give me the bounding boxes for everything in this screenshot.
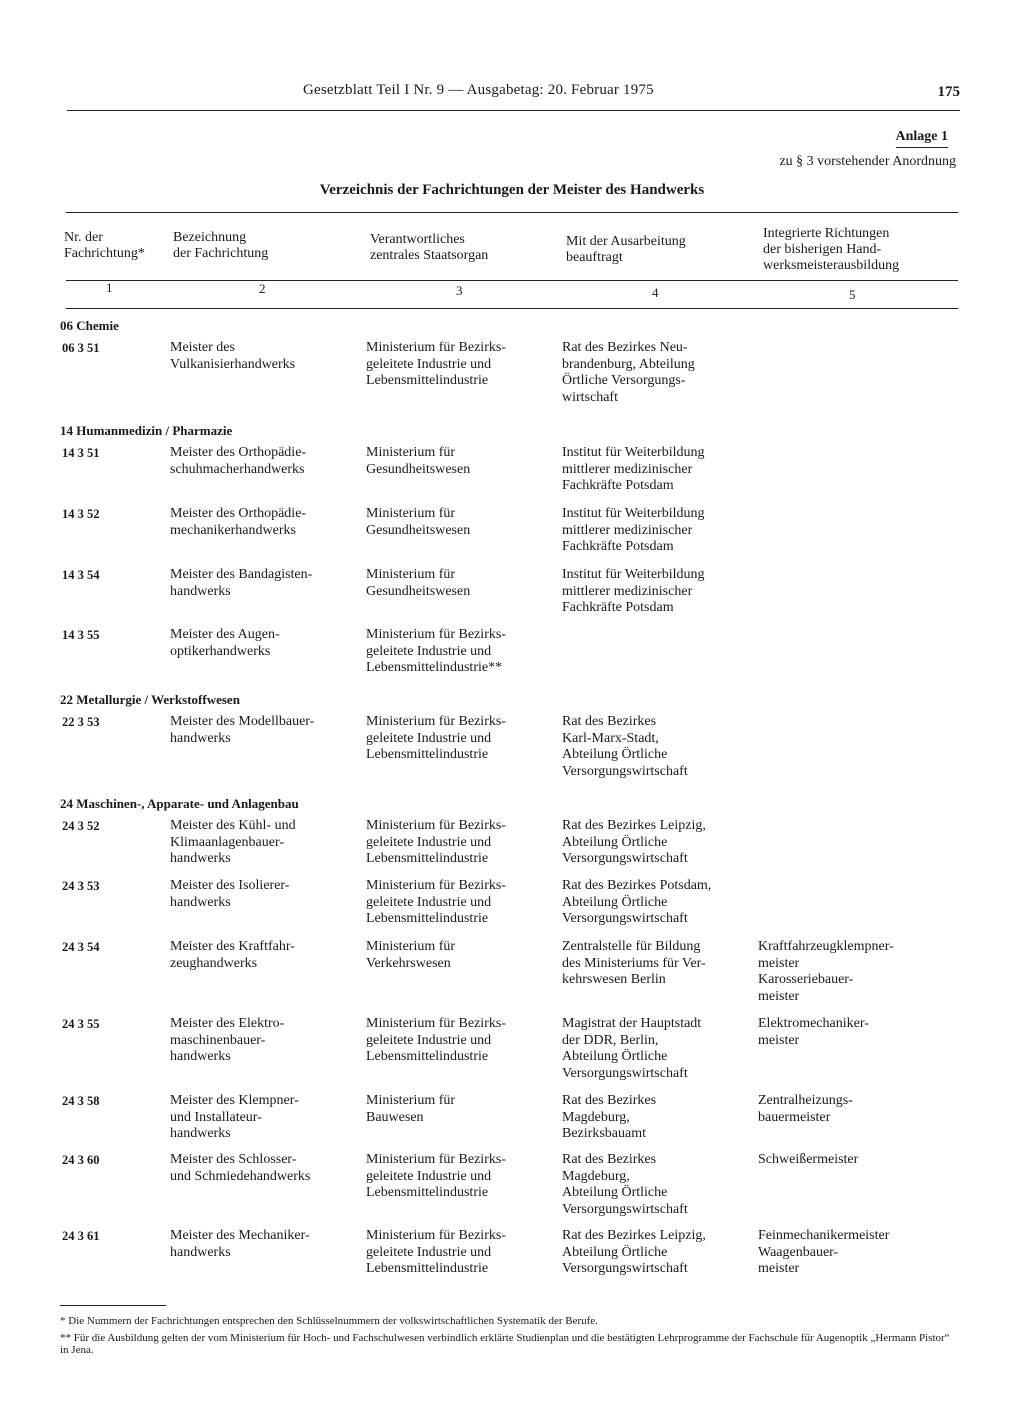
cell-nr: 22 3 53	[62, 715, 100, 729]
section-heading: 14 Humanmedizin / Pharmazie	[60, 423, 233, 438]
cell-nr: 14 3 55	[62, 628, 100, 642]
section-heading: 24 Maschinen-, Apparate- und Anlagenbau	[60, 796, 299, 811]
column-number-5: 5	[849, 287, 856, 302]
cell-staatsorgan: Ministerium für Bezirks- geleitete Industrie und Lebensmittelindustrie	[366, 1228, 506, 1277]
column-number-1: 1	[106, 280, 113, 295]
cell-beauftragt: Magistrat der Hauptstadt der DDR, Berlin, Abteilung Örtliche Versorgungswirtschaft	[562, 1016, 702, 1081]
cell-bezeichnung: Meister des Kühl- und Klimaanlagenbauer- handwerks	[170, 818, 296, 867]
cell-beauftragt: Rat des Bezirkes Potsdam, Abteilung Örtliche Versorgungswirtschaft	[562, 878, 712, 927]
anlage-reference: zu § 3 vorstehender Anordnung	[779, 154, 956, 169]
header-title: Gesetzblatt Teil I Nr. 9 — Ausgabetag: 20. Februar 1975	[303, 82, 654, 98]
cell-beauftragt: Rat des Bezirkes Magdeburg, Abteilung Örtliche Versorgungswirtschaft	[562, 1152, 688, 1217]
cell-bezeichnung: Meister des Klempner- und Installateur- handwerks	[170, 1093, 299, 1142]
cell-beauftragt: Zentralstelle für Bildung des Ministeriums für Ver- kehrswesen Berlin	[562, 939, 706, 988]
cell-bezeichnung: Meister des Vulkanisierhandwerks	[170, 340, 296, 372]
cell-staatsorgan: Ministerium für Gesundheitswesen	[366, 445, 471, 477]
cell-nr: 24 3 60	[62, 1153, 100, 1167]
cell-bezeichnung: Meister des Augen- optikerhandwerks	[170, 627, 280, 659]
cell-nr: 24 3 54	[62, 940, 100, 954]
cell-staatsorgan: Ministerium für Bezirks- geleitete Industrie und Lebensmittelindustrie	[366, 714, 506, 763]
document-title: Verzeichnis der Fachrichtungen der Meister des Handwerks	[319, 182, 705, 198]
cell-integriert: Feinmechanikermeister Waagenbauer- meister	[758, 1228, 890, 1277]
page-header	[67, 80, 960, 111]
cell-bezeichnung: Meister des Isolierer- handwerks	[170, 878, 290, 910]
cell-staatsorgan: Ministerium für Gesundheitswesen	[366, 567, 471, 599]
cell-beauftragt: Rat des Bezirkes Leipzig, Abteilung Örtliche Versorgungswirtschaft	[562, 1228, 706, 1277]
cell-nr: 24 3 55	[62, 1017, 100, 1031]
cell-nr: 14 3 52	[62, 507, 100, 521]
footnote-rule	[60, 1305, 166, 1306]
cell-staatsorgan: Ministerium für Bezirks- geleitete Industrie und Lebensmittelindustrie	[366, 1152, 506, 1201]
column-number-rule	[66, 308, 958, 309]
cell-bezeichnung: Meister des Orthopädie- mechanikerhandwerks	[170, 506, 307, 538]
cell-staatsorgan: Ministerium für Bezirks- geleitete Industrie und Lebensmittelindustrie	[366, 1016, 506, 1065]
footnote-1: * Die Nummern der Fachrichtungen entsprechen den Schlüsselnummern der volkswirtschaftlichen Systematik der Berufe.	[60, 1315, 598, 1327]
cell-beauftragt: Rat des Bezirkes Karl-Marx-Stadt, Abteilung Örtliche Versorgungswirtschaft	[562, 714, 688, 779]
column-header-1: Nr. der Fachrichtung*	[64, 230, 145, 261]
cell-integriert: Schweißermeister	[758, 1152, 859, 1167]
page-number: 175	[937, 84, 960, 100]
cell-bezeichnung: Meister des Bandagisten- handwerks	[170, 567, 313, 599]
cell-bezeichnung: Meister des Modellbauer- handwerks	[170, 714, 315, 746]
cell-nr: 14 3 51	[62, 446, 100, 460]
footnote-2: ** Für die Ausbildung gelten der vom Ministerium für Hoch- und Fachschulwesen verbindlich erklärte Studienplan und die bestätigten Lehrprogramme der Fachschule für Augenoptik „Hermann Pistor“ in Jena.	[60, 1332, 950, 1356]
cell-nr: 14 3 54	[62, 568, 100, 582]
section-heading: 22 Metallurgie / Werkstoffwesen	[60, 692, 240, 707]
header-rule	[66, 280, 958, 281]
cell-integriert: Kraftfahrzeugklempner- meister Karosseriebauer- meister	[758, 939, 894, 1004]
column-number-2: 2	[259, 281, 266, 296]
cell-nr: 24 3 61	[62, 1229, 100, 1243]
cell-bezeichnung: Meister des Schlosser- und Schmiedehandwerks	[170, 1152, 311, 1184]
cell-nr: 24 3 52	[62, 819, 100, 833]
cell-staatsorgan: Ministerium für Gesundheitswesen	[366, 506, 471, 538]
cell-nr: 24 3 53	[62, 879, 100, 893]
cell-integriert: Zentralheizungs- bauermeister	[758, 1093, 853, 1125]
cell-nr: 06 3 51	[62, 341, 100, 355]
cell-beauftragt: Institut für Weiterbildung mittlerer medizinischer Fachkräfte Potsdam	[562, 506, 705, 555]
cell-beauftragt: Institut für Weiterbildung mittlerer medizinischer Fachkräfte Potsdam	[562, 567, 705, 616]
cell-beauftragt: Rat des Bezirkes Leipzig, Abteilung Örtliche Versorgungswirtschaft	[562, 818, 706, 867]
column-number-4: 4	[652, 285, 659, 300]
column-header-2: Bezeichnung der Fachrichtung	[173, 230, 269, 261]
cell-bezeichnung: Meister des Mechaniker- handwerks	[170, 1228, 310, 1260]
cell-staatsorgan: Ministerium für Bauwesen	[366, 1093, 456, 1125]
cell-staatsorgan: Ministerium für Bezirks- geleitete Industrie und Lebensmittelindustrie**	[366, 627, 506, 676]
cell-beauftragt: Rat des Bezirkes Magdeburg, Bezirksbauamt	[562, 1093, 657, 1142]
cell-bezeichnung: Meister des Kraftfahr- zeughandwerks	[170, 939, 295, 971]
cell-bezeichnung: Meister des Elektro- maschinenbauer- handwerks	[170, 1016, 285, 1065]
column-header-5: Integrierte Richtungen der bisherigen Hand- werksmeisterausbildung	[763, 226, 900, 273]
column-number-3: 3	[456, 283, 463, 298]
anlage-label: Anlage 1	[896, 129, 949, 148]
cell-staatsorgan: Ministerium für Bezirks- geleitete Industrie und Lebensmittelindustrie	[366, 340, 506, 389]
cell-beauftragt: Rat des Bezirkes Neu- brandenburg, Abteilung Örtliche Versorgungs- wirtschaft	[562, 340, 695, 405]
column-header-3: Verantwortliches zentrales Staatsorgan	[370, 232, 489, 263]
column-header-4: Mit der Ausarbeitung beauftragt	[566, 234, 686, 265]
section-heading: 06 Chemie	[60, 318, 119, 333]
cell-bezeichnung: Meister des Orthopädie- schuhmacherhandwerks	[170, 445, 307, 477]
cell-staatsorgan: Ministerium für Verkehrswesen	[366, 939, 456, 971]
cell-staatsorgan: Ministerium für Bezirks- geleitete Industrie und Lebensmittelindustrie	[366, 818, 506, 867]
cell-nr: 24 3 58	[62, 1094, 100, 1108]
table-top-rule	[66, 212, 958, 213]
cell-beauftragt: Institut für Weiterbildung mittlerer medizinischer Fachkräfte Potsdam	[562, 445, 705, 494]
cell-staatsorgan: Ministerium für Bezirks- geleitete Industrie und Lebensmittelindustrie	[366, 878, 506, 927]
cell-integriert: Elektromechaniker- meister	[758, 1016, 869, 1048]
